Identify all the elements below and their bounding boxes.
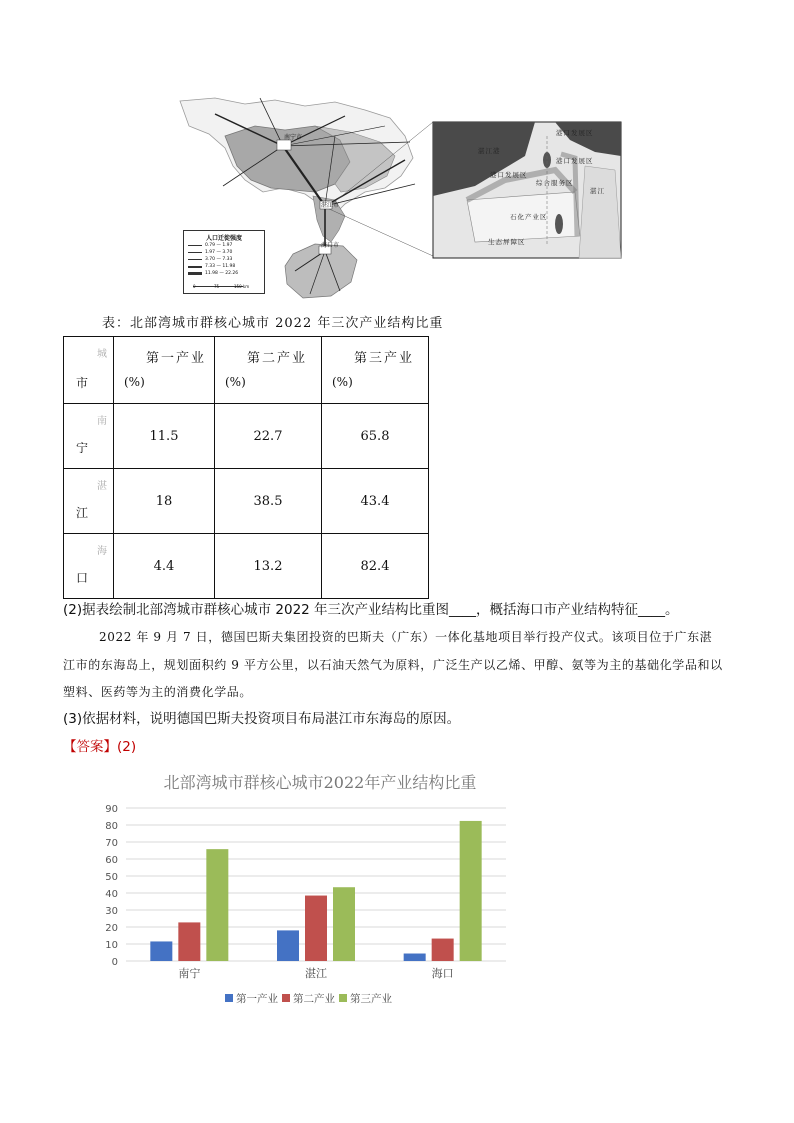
cell-value: 82.4 xyxy=(360,558,390,574)
cell-value: 13.2 xyxy=(253,558,283,574)
map-label-nanning: 南宁市 xyxy=(284,134,303,141)
question-3: (3)依据材料，说明德国巴斯夫投资项目布局湛江市东海岛的原因。 xyxy=(63,711,461,727)
legend-row-label: 7.33 — 11.98 xyxy=(205,264,236,269)
map-label-zhanjiang: 湛江市 xyxy=(321,202,340,209)
header-unit: (%) xyxy=(225,375,246,389)
y-tick-label: 10 xyxy=(105,940,118,951)
legend-row-label: 0.79 — 1.97 xyxy=(205,243,233,248)
bar-chart xyxy=(90,764,530,1014)
table-cell xyxy=(215,469,322,534)
x-tick-label: 南宁 xyxy=(178,967,201,980)
chart-title: 北部湾城市群核心城市2022年产业结构比重 xyxy=(163,773,477,792)
table-cell xyxy=(114,404,215,469)
bar-第一产业 xyxy=(150,941,172,961)
bar-第二产业 xyxy=(305,896,327,961)
scale-label: 0 xyxy=(193,284,196,289)
material-paragraph: 2022 年 9 月 7 日，德国巴斯夫集团投资的巴斯夫（广东）一体化基地项目举行投产仪式。该项目位于广东湛江市的东海岛上，规划面积约 9 平方公里，以石油天然气为原料，广泛生产以乙烯、甲醇、氨等为主的基础化学品和以塑料、医药等为主的消费化学品。 xyxy=(63,630,723,699)
bar-第二产业 xyxy=(432,939,454,961)
legend-row xyxy=(188,263,264,270)
bar-第一产业 xyxy=(277,930,299,961)
table-row xyxy=(64,534,429,599)
table-cell xyxy=(215,534,322,599)
table-row xyxy=(64,469,429,534)
city-bottom-char: 口 xyxy=(76,571,89,585)
legend-swatch xyxy=(339,994,347,1002)
header-label: 第三产业 xyxy=(354,351,415,366)
table-caption: 表：北部湾城市群核心城市 2022 年三次产业结构比重 xyxy=(102,316,444,331)
table-cell xyxy=(322,534,429,599)
answer-label xyxy=(63,735,136,755)
header-label: 第一产业 xyxy=(146,351,207,366)
y-tick-label: 20 xyxy=(105,923,118,934)
inset-zone-label: 石化产业区 xyxy=(510,213,548,221)
y-tick-label: 0 xyxy=(111,957,118,968)
legend-row xyxy=(188,270,264,277)
answer-bracket: 【答案】 xyxy=(63,739,117,755)
legend-row xyxy=(188,242,264,249)
legend-label: 第三产业 xyxy=(350,993,392,1005)
city-bottom-char: 江 xyxy=(76,506,89,520)
bar-第二产业 xyxy=(178,922,200,961)
map-label-haikou: 海口市 xyxy=(321,242,340,249)
y-tick-label: 80 xyxy=(105,821,118,832)
y-tick-label: 90 xyxy=(105,804,118,815)
inset-zone-label: 港口发展区 xyxy=(490,171,528,179)
table-header-tertiary xyxy=(322,337,429,404)
bar-第三产业 xyxy=(333,887,355,961)
legend-row xyxy=(188,256,264,263)
city-bottom-char: 宁 xyxy=(76,441,89,455)
header-city-top: 城 xyxy=(97,349,107,360)
inset-zone-label: 生态屏障区 xyxy=(488,238,526,246)
table-cell xyxy=(215,404,322,469)
city-top-char: 南 xyxy=(97,416,107,427)
answer-number: (2) xyxy=(117,739,137,755)
x-tick-label: 海口 xyxy=(431,967,454,980)
bar-第三产业 xyxy=(206,849,228,961)
city-top-char: 海 xyxy=(97,546,107,557)
inset-zone-label: 港口发展区 xyxy=(556,129,594,137)
scale-label: 150 km xyxy=(234,284,250,289)
cell-value: 38.5 xyxy=(253,493,283,509)
legend-row-label: 3.70 — 7.33 xyxy=(205,257,233,262)
table-row-city xyxy=(64,469,114,534)
table-cell xyxy=(322,404,429,469)
table-header-city xyxy=(64,337,114,404)
legend-label: 第一产业 xyxy=(236,993,278,1005)
table-header-row xyxy=(64,337,429,404)
y-tick-label: 50 xyxy=(105,872,118,883)
legend-swatch xyxy=(225,994,233,1002)
table-cell xyxy=(322,469,429,534)
bar-第三产业 xyxy=(460,821,482,961)
cell-value: 43.4 xyxy=(360,493,390,509)
header-unit: (%) xyxy=(124,375,145,389)
inset-zone-label: 湛江港 xyxy=(478,147,501,155)
cell-value: 22.7 xyxy=(253,428,283,444)
header-label: 第二产业 xyxy=(247,351,308,366)
cell-value: 18 xyxy=(155,493,173,509)
header-unit: (%) xyxy=(332,375,353,389)
table-cell xyxy=(114,469,215,534)
industry-structure-table xyxy=(63,336,429,599)
cell-value: 11.5 xyxy=(149,428,179,444)
question-2: (2)据表绘制北部湾城市群核心城市 2022 年三次产业结构比重图____，概括海口市产业结构特征____。 xyxy=(63,602,679,618)
x-tick-label: 湛江 xyxy=(305,967,327,980)
table-row-city xyxy=(64,534,114,599)
scale-label: 75 xyxy=(214,284,220,289)
cell-value: 65.8 xyxy=(360,428,390,444)
inset-zone-label: 综合服务区 xyxy=(536,179,574,187)
table-row-city xyxy=(64,404,114,469)
bar-第一产业 xyxy=(404,954,426,961)
inset-zone-label: 港口发展区 xyxy=(556,157,594,165)
inset-zone-label: 湛江 xyxy=(590,187,605,195)
city-top-char: 湛 xyxy=(97,481,107,492)
legend-row xyxy=(188,249,264,256)
y-tick-label: 30 xyxy=(105,906,118,917)
table-header-secondary xyxy=(215,337,322,404)
table-row xyxy=(64,404,429,469)
legend-row-label: 1.97 — 3.70 xyxy=(205,250,233,255)
y-tick-label: 60 xyxy=(105,855,118,866)
header-city-bottom: 市 xyxy=(76,376,89,390)
table-header-primary xyxy=(114,337,215,404)
legend-row-label: 11.98 — 22.26 xyxy=(205,271,239,276)
map-legend-title: 人口迁徙强度 xyxy=(205,235,242,242)
cell-value: 4.4 xyxy=(153,558,175,574)
legend-label: 第二产业 xyxy=(293,993,335,1005)
y-tick-label: 70 xyxy=(105,838,118,849)
legend-swatch xyxy=(282,994,290,1002)
table-cell xyxy=(114,534,215,599)
y-tick-label: 40 xyxy=(105,889,118,900)
